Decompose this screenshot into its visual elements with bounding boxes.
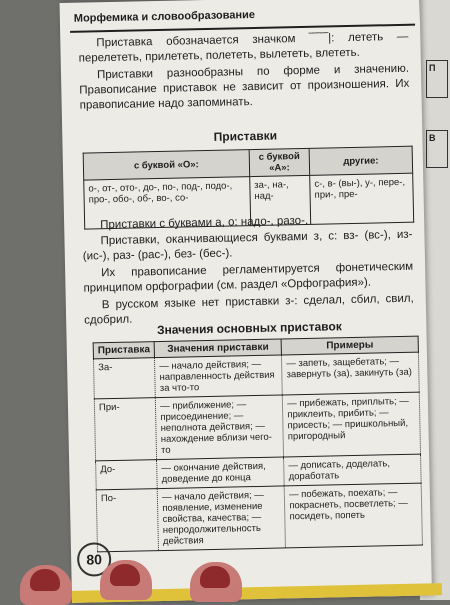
fingernail-image	[200, 566, 230, 588]
column-header: Приставка	[93, 342, 155, 359]
meaning-cell: — приближение; — присоединение; — неполнота действия; — нахождение вблизи чего-то	[155, 395, 283, 460]
meaning-cell: — начало действия; — направленность действия за что-то	[155, 355, 283, 398]
prefix-cell: По-	[96, 489, 158, 552]
fingernail-image	[30, 569, 60, 591]
finger-image	[190, 562, 242, 602]
prefix-cell: До-	[96, 460, 158, 490]
examples-cell: — дописать, доделать, доработать	[284, 454, 421, 486]
paragraph: В русском языке нет приставки з-: сделал, сбил, свил, сдобрил.	[84, 292, 414, 327]
page-header	[70, 2, 415, 33]
table-row	[94, 392, 420, 461]
table-title: Приставки	[213, 128, 278, 144]
paragraph: Приставки с буквами а, о: надо-, разо-.	[100, 214, 309, 232]
table-cell: за-, на-, над-	[250, 175, 311, 225]
page-number: 80	[77, 542, 112, 577]
column-header: другие:	[309, 146, 413, 175]
table-cell: с-, в- (вы-), у-, пере-, при-, пре-	[310, 173, 414, 224]
column-header: Примеры	[281, 336, 418, 355]
finger-image	[20, 565, 72, 605]
column-header: с буквой «О»:	[83, 150, 249, 180]
examples-cell: — побежать, поехать; — покраснеть, посветлеть; — посидеть, попеть	[284, 483, 422, 548]
prefix-cell: За-	[93, 358, 155, 399]
examples-cell: — прибежать, приплыть; — приклеить, прибить; — присесть; — пришкольный, пригородный	[282, 392, 420, 457]
section-title: Морфемика и словообразование	[73, 8, 256, 25]
fingernail-image	[110, 564, 140, 586]
paragraph: Приставки, оканчивающиеся буквами з, с: вз- (вс-), из- (ис-), раз- (рас-), без- (бес-).	[82, 228, 413, 263]
column-header: Значения приставки	[154, 339, 281, 358]
adjacent-page-box: В	[426, 130, 448, 168]
table-row	[93, 352, 419, 399]
table-row	[96, 483, 422, 552]
finger-image	[100, 560, 152, 600]
examples-cell: — запеть, защебетать; — завернуть (за), закинуть (за)	[282, 352, 420, 395]
meaning-cell: — начало действия; — появление, изменение свойства, качества; — непродолжительность действия	[157, 486, 285, 551]
adjacent-page-box: П	[426, 60, 448, 98]
book-page	[60, 0, 432, 603]
prefix-meanings-table	[93, 336, 423, 553]
table-cell: о-, от-, ото-, до-, по-, под-, подо-, про-, обо-, об-, во-, со-	[84, 177, 251, 229]
table-title: Значения основных приставок	[156, 319, 342, 338]
meaning-cell: — окончание действия, доведение до конца	[157, 457, 285, 489]
column-header: с буквой «А»:	[249, 148, 310, 176]
paragraph: Их правописание регламентируется фонетическим принципом орфографии (см. раздел «Орфография»).	[83, 260, 414, 295]
prefix-cell: При-	[94, 398, 156, 461]
paragraph: Приставка обозначается значком ‾‾‾‾‾|: лететь — перелететь, прилететь, полететь, вылететь, влететь.	[78, 30, 409, 65]
paragraph: Приставки разнообразны по форме и значению. Правописание приставок не зависит от произношения. Их правописание надо запоминать.	[79, 62, 410, 112]
